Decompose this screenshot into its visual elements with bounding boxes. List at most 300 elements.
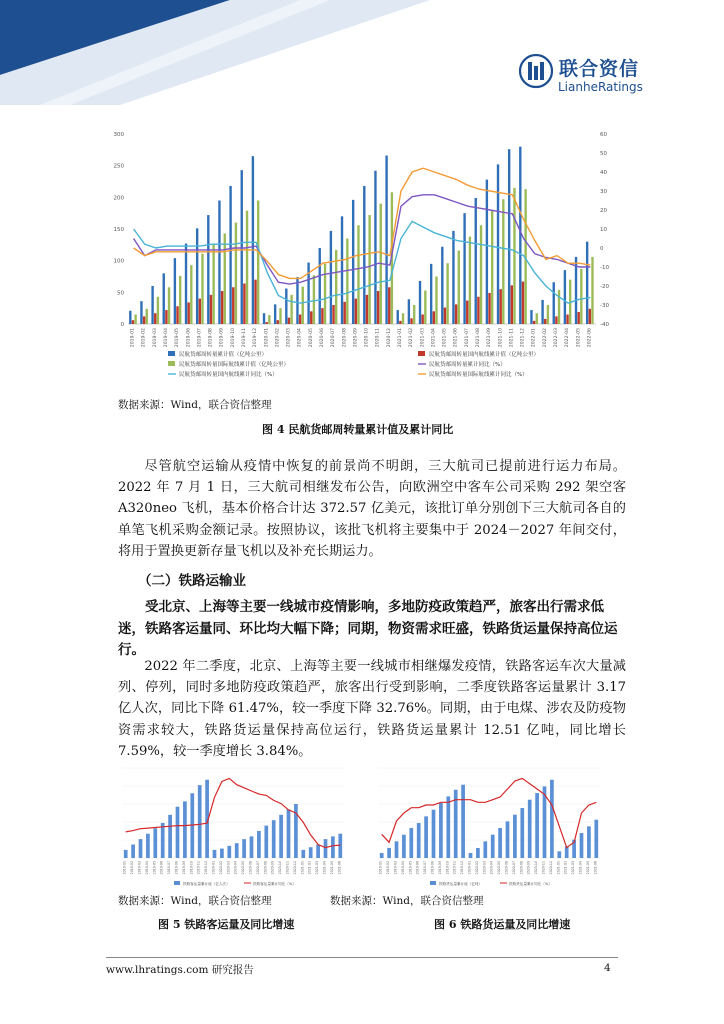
x-tick-label: 2019-07 bbox=[197, 328, 203, 348]
x-tick-label: 2021-08 bbox=[476, 328, 481, 348]
x-tick-label: 2019-10 bbox=[230, 328, 236, 348]
bar-0-2021-05 bbox=[441, 247, 443, 324]
x-tick-label: 2022-04 bbox=[565, 328, 571, 348]
x-tick-label: 2021-01 bbox=[398, 328, 403, 348]
y2-tick-label: -30 bbox=[600, 303, 609, 309]
bar-2019-03 bbox=[395, 841, 399, 858]
x-tick-label: 2021-03 bbox=[571, 861, 576, 875]
bar-1-2019-10 bbox=[232, 287, 234, 324]
figure4-caption: 图 4 民航货邮周转量累计值及累计同比 bbox=[262, 423, 454, 436]
section-title-railway: （二）铁路运输业 bbox=[138, 573, 246, 589]
growth-line bbox=[126, 778, 341, 847]
y2-tick-label: -20 bbox=[600, 284, 609, 290]
x-tick-label: 2020-07 bbox=[255, 861, 260, 875]
bar-2019-10 bbox=[446, 796, 450, 858]
bar-0-2019-01 bbox=[129, 311, 131, 324]
legend-label: 铁路客运量累计值（亿人次） bbox=[183, 882, 230, 886]
bar-2020-04 bbox=[235, 843, 239, 858]
bar-1-2019-11 bbox=[243, 283, 245, 324]
bar-2021-05 bbox=[587, 826, 591, 858]
x-tick-label: 2020-11 bbox=[541, 861, 546, 875]
bar-2-2019-02 bbox=[146, 309, 148, 324]
bar-2021-05 bbox=[331, 836, 335, 858]
bar-2-2022-06 bbox=[591, 257, 593, 324]
bar-2-2022-05 bbox=[580, 269, 582, 324]
x-tick-label: 2021-02 bbox=[563, 861, 568, 875]
legend-label: 民航货邮周转量国内航线累计值（亿吨公里） bbox=[429, 352, 540, 358]
y-tick-label: 100 bbox=[113, 258, 124, 265]
bar-2020-02 bbox=[476, 848, 480, 858]
y2-tick-label: 60 bbox=[600, 132, 607, 138]
bar-2-2019-07 bbox=[201, 254, 203, 324]
x-tick-label: 2019-05 bbox=[175, 328, 181, 348]
x-tick-label: 2019-10 bbox=[445, 861, 450, 875]
bar-0-2019-07 bbox=[196, 228, 198, 324]
bar-2020-03 bbox=[483, 841, 487, 858]
x-tick-label: 2020-09 bbox=[270, 861, 275, 875]
bar-0-2020-06 bbox=[319, 248, 321, 324]
x-tick-label: 2019-01 bbox=[378, 861, 383, 875]
bar-0-2020-03 bbox=[285, 289, 287, 324]
bar-2020-08 bbox=[520, 808, 524, 858]
bar-0-2020-07 bbox=[330, 231, 332, 324]
x-tick-label: 2022-01 bbox=[531, 328, 537, 348]
x-tick-label: 2019-12 bbox=[204, 861, 209, 875]
bar-1-2021-01 bbox=[399, 321, 401, 324]
x-tick-label: 2020-02 bbox=[275, 328, 281, 348]
bar-2020-09 bbox=[272, 820, 276, 858]
figure4-chart bbox=[108, 112, 620, 390]
bar-2020-01 bbox=[213, 850, 217, 858]
x-tick-label: 2020-08 bbox=[263, 861, 268, 875]
legend-label: 民航货邮周转量累计同比（%） bbox=[429, 362, 506, 368]
x-tick-label: 2021-03 bbox=[420, 328, 426, 348]
bar-0-2022-01 bbox=[530, 310, 532, 324]
bar-0-2022-05 bbox=[575, 257, 577, 324]
bar-2-2019-11 bbox=[246, 211, 248, 324]
bar-2-2021-08 bbox=[480, 225, 482, 324]
bar-0-2020-08 bbox=[341, 216, 343, 324]
footer-url: www.lhratings.com bbox=[106, 964, 209, 976]
bar-0-2019-06 bbox=[185, 244, 187, 324]
bar-2-2020-06 bbox=[324, 264, 326, 324]
bar-2-2020-02 bbox=[279, 308, 281, 324]
bar-2020-05 bbox=[242, 839, 246, 858]
bar-0-2021-12 bbox=[519, 147, 521, 324]
legend-swatch bbox=[430, 881, 436, 885]
x-tick-label: 2020-03 bbox=[286, 328, 292, 348]
x-tick-label: 2019-06 bbox=[186, 328, 192, 348]
bar-2020-10 bbox=[535, 793, 539, 858]
legend-label: 民航货邮周转量累计值（亿吨公里） bbox=[179, 352, 268, 358]
bar-0-2019-09 bbox=[218, 201, 220, 325]
x-tick-label: 2019-09 bbox=[219, 328, 225, 348]
x-tick-label: 2021-06 bbox=[593, 861, 598, 875]
bar-1-2020-12 bbox=[388, 287, 390, 324]
x-tick-label: 2019-02 bbox=[130, 861, 135, 875]
bar-1-2019-01 bbox=[132, 320, 134, 324]
x-tick-label: 2019-01 bbox=[130, 328, 136, 348]
bar-2019-04 bbox=[402, 835, 406, 858]
x-tick-label: 2019-05 bbox=[408, 861, 413, 875]
y2-tick-label: -40 bbox=[600, 322, 609, 328]
x-tick-label: 2020-04 bbox=[297, 328, 303, 348]
bar-1-2020-03 bbox=[288, 318, 290, 324]
x-tick-label: 2019-11 bbox=[196, 861, 201, 875]
bar-2021-02 bbox=[309, 847, 313, 858]
bar-1-2020-02 bbox=[277, 320, 279, 324]
x-tick-label: 2020-05 bbox=[497, 861, 502, 875]
bar-2019-09 bbox=[439, 803, 443, 858]
bar-2-2021-07 bbox=[469, 237, 471, 324]
x-tick-label: 2020-01 bbox=[467, 861, 472, 875]
y2-tick-label: 0 bbox=[600, 246, 604, 252]
x-tick-label: 2022-06 bbox=[587, 328, 593, 348]
x-tick-label: 2022-03 bbox=[554, 328, 559, 348]
bar-1-2021-07 bbox=[466, 301, 468, 324]
x-tick-label: 2019-11 bbox=[452, 861, 457, 875]
bar-1-2022-06 bbox=[589, 309, 591, 324]
bar-0-2022-02 bbox=[541, 300, 543, 324]
bar-2019-01 bbox=[124, 850, 128, 858]
bar-2019-01 bbox=[380, 853, 384, 858]
bar-1-2022-01 bbox=[533, 321, 535, 324]
bar-2-2019-03 bbox=[157, 297, 159, 324]
y2-tick-label: 20 bbox=[600, 208, 607, 214]
y2-tick-label: 30 bbox=[600, 189, 607, 195]
y-tick-label: 200 bbox=[113, 195, 124, 202]
x-tick-label: 2019-07 bbox=[167, 861, 172, 875]
x-tick-label: 2019-04 bbox=[144, 861, 149, 875]
bar-1-2021-09 bbox=[488, 293, 490, 324]
x-tick-label: 2020-01 bbox=[264, 328, 270, 348]
x-tick-label: 2021-05 bbox=[585, 861, 590, 875]
x-tick-label: 2020-06 bbox=[248, 861, 253, 875]
x-tick-label: 2020-10 bbox=[534, 861, 539, 875]
x-tick-label: 2019-11 bbox=[242, 328, 247, 348]
x-tick-label: 2020-09 bbox=[353, 328, 359, 348]
bar-0-2019-12 bbox=[252, 156, 254, 324]
bar-0-2021-08 bbox=[475, 198, 477, 324]
x-tick-label: 2020-10 bbox=[364, 328, 370, 348]
bar-2020-11 bbox=[287, 809, 291, 858]
x-tick-label: 2019-09 bbox=[181, 861, 186, 875]
bar-0-2020-01 bbox=[263, 313, 265, 324]
bar-2020-07 bbox=[257, 831, 261, 858]
bar-1-2020-01 bbox=[265, 322, 267, 324]
bar-1-2020-10 bbox=[366, 295, 368, 324]
y-tick-label: 0 bbox=[120, 322, 124, 328]
bar-1-2019-04 bbox=[165, 310, 167, 324]
x-tick-label: 2020-12 bbox=[548, 861, 553, 875]
bar-2020-02 bbox=[220, 849, 224, 858]
bar-1-2020-05 bbox=[310, 311, 312, 324]
bar-0-2022-04 bbox=[564, 270, 566, 324]
figure6-chart bbox=[368, 760, 618, 888]
paragraph-railway-summary: 受北京、上海等主要一线城市疫情影响，多地防疫政策趋严，旅客出行需求低迷，铁路客运量同、环比均大幅下降；同期，物资需求旺盛，铁路货运量保持高位运行。 bbox=[118, 599, 618, 658]
bar-2-2022-02 bbox=[547, 305, 549, 324]
x-tick-label: 2021-04 bbox=[431, 328, 437, 348]
bar-2019-07 bbox=[424, 816, 428, 858]
bar-2-2021-01 bbox=[402, 313, 404, 324]
bar-0-2021-03 bbox=[419, 281, 421, 324]
bar-0-2020-12 bbox=[385, 156, 387, 324]
x-tick-label: 2020-01 bbox=[211, 861, 216, 875]
bar-2-2019-12 bbox=[257, 201, 259, 325]
bar-2019-03 bbox=[139, 839, 143, 858]
bar-1-2020-08 bbox=[343, 302, 345, 324]
x-tick-label: 2020-09 bbox=[526, 861, 531, 875]
bar-2-2019-09 bbox=[224, 233, 226, 324]
bar-2-2020-01 bbox=[268, 315, 270, 324]
figure6-source: 数据来源：Wind，联合资信整理 bbox=[330, 895, 484, 907]
bar-2019-09 bbox=[183, 801, 187, 858]
bar-1-2020-07 bbox=[332, 305, 334, 324]
x-tick-label: 2020-02 bbox=[218, 861, 223, 875]
bar-2021-03 bbox=[316, 845, 320, 858]
x-tick-label: 2019-02 bbox=[386, 861, 391, 875]
x-tick-label: 2019-04 bbox=[164, 328, 169, 348]
x-tick-label: 2019-06 bbox=[415, 861, 420, 875]
paragraph-airline-capacity: 尽管航空运输从疫情中恢复的前景尚不明朗，三大航司已提前进行运力布局。2022 年 7 月 1 日，三大航司相继发布公告，向欧洲空中客车公司采购 292 架空客 A320neo 飞机，基本价格合计达 372.57 亿美元，该批订单分别创下三大航司各自的单笔飞机采购金额记录。按照协议，该批飞机将主要集中于 2024－2027 年间交付，将用于置换更新存量飞机以及补充长期运力。 bbox=[118, 459, 626, 559]
bar-0-2019-10 bbox=[229, 186, 231, 324]
bar-1-2020-09 bbox=[355, 299, 357, 324]
x-tick-label: 2020-08 bbox=[519, 861, 524, 875]
bar-2-2019-08 bbox=[212, 244, 214, 324]
lianhe-logo-icon bbox=[519, 53, 553, 89]
x-tick-label: 2021-05 bbox=[442, 328, 448, 348]
legend-label: 铁路货运量累计同比（%） bbox=[509, 882, 552, 886]
x-tick-label: 2020-06 bbox=[504, 861, 509, 875]
bar-0-2021-11 bbox=[508, 149, 510, 324]
x-tick-label: 2019-07 bbox=[423, 861, 428, 875]
bar-1-2022-03 bbox=[555, 316, 557, 324]
legend-swatch bbox=[168, 351, 175, 356]
bar-2020-06 bbox=[250, 836, 254, 858]
x-tick-label: 2020-06 bbox=[320, 328, 325, 348]
y-tick-label: 300 bbox=[113, 132, 124, 138]
bar-0-2022-03 bbox=[553, 282, 555, 324]
bar-1-2021-06 bbox=[455, 304, 457, 324]
bar-1-2020-04 bbox=[299, 315, 301, 325]
bar-2019-02 bbox=[131, 845, 135, 858]
x-tick-label: 2021-01 bbox=[300, 861, 305, 875]
y-tick-label: 250 bbox=[113, 163, 124, 170]
x-tick-label: 2019-10 bbox=[189, 861, 194, 875]
x-tick-label: 2020-12 bbox=[292, 861, 297, 875]
bar-1-2021-05 bbox=[444, 308, 446, 324]
legend-label: 民航货邮周转量国际航线累计同比（%） bbox=[429, 372, 528, 378]
bar-0-2021-01 bbox=[397, 310, 399, 324]
x-tick-label: 2019-03 bbox=[152, 328, 158, 348]
bar-2-2021-06 bbox=[458, 251, 460, 324]
x-tick-label: 2020-11 bbox=[375, 328, 381, 348]
x-tick-label: 2020-04 bbox=[489, 861, 494, 875]
x-tick-label: 2019-03 bbox=[393, 861, 398, 875]
bar-0-2019-04 bbox=[163, 273, 165, 324]
y2-tick-label: 10 bbox=[600, 227, 607, 233]
bar-2019-11 bbox=[198, 785, 202, 858]
bar-2019-07 bbox=[168, 815, 172, 858]
bar-0-2020-04 bbox=[296, 277, 298, 324]
bar-2019-06 bbox=[417, 823, 421, 858]
x-tick-label: 2020-07 bbox=[511, 861, 516, 875]
bar-2020-09 bbox=[528, 800, 532, 858]
bar-2019-12 bbox=[461, 785, 465, 858]
bar-2021-04 bbox=[324, 839, 328, 858]
bar-2019-08 bbox=[432, 810, 436, 858]
legend-swatch bbox=[174, 881, 180, 885]
x-tick-label: 2019-08 bbox=[208, 328, 214, 348]
bar-2019-05 bbox=[153, 828, 157, 858]
footer-site bbox=[106, 962, 254, 977]
bar-2020-05 bbox=[498, 828, 502, 858]
bar-1-2020-11 bbox=[377, 291, 379, 324]
x-tick-label: 2019-04 bbox=[400, 861, 405, 875]
bar-2-2021-04 bbox=[435, 277, 437, 325]
bar-2020-03 bbox=[227, 846, 231, 858]
legend-swatch bbox=[168, 361, 175, 366]
paragraph-railway-detail: 2022 年二季度，北京、上海等主要一线城市相继爆发疫情，铁路客运车次大量减列、停列，同时多地防疫政策趋严，旅客出行受到影响，二季度铁路客运量累计 3.17 亿人次，同比下降 61.47%，较一季度下降 32.76%。同期，由于电煤、涉农及防疫物资需求较大，铁路货运量保持高位运行，铁路货运量累计 12.51 亿吨，同比增长 7.59%，较一季度增长 3.84%。 bbox=[118, 659, 626, 759]
legend-swatch bbox=[418, 351, 425, 356]
x-tick-label: 2021-07 bbox=[464, 328, 470, 348]
logo-name-cn: 联合资信 bbox=[559, 58, 640, 80]
bar-2019-08 bbox=[176, 807, 180, 858]
bar-0-2019-11 bbox=[241, 170, 243, 324]
bar-2021-06 bbox=[338, 834, 342, 858]
x-tick-label: 2019-09 bbox=[437, 861, 442, 875]
x-tick-label: 2020-08 bbox=[342, 328, 348, 348]
bar-2-2019-01 bbox=[134, 315, 136, 325]
bar-2020-04 bbox=[491, 835, 495, 858]
growth-line bbox=[382, 778, 597, 847]
page-number: 4 bbox=[604, 962, 611, 974]
bar-1-2021-11 bbox=[511, 285, 513, 324]
bar-2020-01 bbox=[469, 853, 473, 858]
bar-2-2019-10 bbox=[235, 223, 237, 324]
legend-label: 铁路客运量累计同比（%） bbox=[253, 882, 296, 886]
bar-0-2021-02 bbox=[408, 299, 410, 324]
x-tick-label: 2019-05 bbox=[152, 861, 157, 875]
bar-1-2021-04 bbox=[433, 311, 435, 324]
x-tick-label: 2020-07 bbox=[331, 328, 337, 348]
footer-label: 研究报告 bbox=[211, 964, 254, 976]
bar-0-2020-02 bbox=[274, 304, 276, 324]
bar-0-2021-04 bbox=[430, 264, 432, 324]
bar-2-2020-04 bbox=[302, 287, 304, 324]
x-tick-label: 2020-05 bbox=[308, 328, 314, 348]
bar-0-2019-02 bbox=[140, 301, 142, 324]
x-tick-label: 2021-09 bbox=[487, 328, 493, 348]
bar-1-2021-10 bbox=[499, 289, 501, 324]
bar-0-2021-10 bbox=[497, 164, 499, 324]
bar-2-2020-05 bbox=[313, 275, 315, 324]
bar-2020-08 bbox=[264, 826, 268, 858]
bar-2019-06 bbox=[161, 823, 165, 858]
bar-0-2021-07 bbox=[463, 213, 465, 324]
bar-0-2020-11 bbox=[374, 171, 376, 324]
x-tick-label: 2021-04 bbox=[578, 861, 583, 875]
bar-2020-10 bbox=[279, 815, 283, 858]
bar-0-2019-05 bbox=[174, 258, 176, 324]
x-tick-label: 2019-08 bbox=[430, 861, 435, 875]
bar-1-2019-02 bbox=[143, 316, 145, 324]
bar-1-2020-06 bbox=[321, 308, 323, 324]
bar-1-2019-06 bbox=[187, 302, 189, 324]
bar-1-2021-12 bbox=[522, 282, 524, 324]
x-tick-label: 2019-06 bbox=[159, 861, 164, 875]
bar-0-2019-03 bbox=[151, 286, 153, 324]
bar-1-2021-08 bbox=[477, 297, 479, 324]
x-tick-label: 2020-05 bbox=[241, 861, 246, 875]
bar-1-2019-03 bbox=[154, 313, 156, 324]
bar-0-2021-06 bbox=[452, 231, 454, 324]
bar-2-2022-01 bbox=[536, 313, 538, 324]
x-tick-label: 2019-12 bbox=[253, 328, 259, 348]
bar-2-2019-04 bbox=[168, 287, 170, 324]
bar-1-2021-02 bbox=[410, 318, 412, 324]
figure5-source: 数据来源：Wind，联合资信整理 bbox=[118, 895, 272, 907]
bar-0-2022-06 bbox=[586, 242, 588, 324]
x-tick-label: 2019-02 bbox=[141, 328, 147, 348]
bar-2-2020-08 bbox=[346, 239, 348, 325]
y2-tick-label: -10 bbox=[600, 265, 609, 271]
y-tick-label: 150 bbox=[113, 227, 124, 233]
figure6-caption: 图 6 铁路货运量及同比增速 bbox=[434, 918, 571, 931]
legend-label: 民航货邮周转量国内航线累计同比（%） bbox=[179, 372, 278, 378]
bar-2-2020-10 bbox=[368, 215, 370, 324]
bar-2-2021-03 bbox=[424, 290, 426, 324]
x-tick-label: 2021-06 bbox=[453, 328, 459, 348]
bar-1-2022-05 bbox=[577, 312, 579, 324]
bar-2019-02 bbox=[387, 848, 391, 858]
x-tick-label: 2019-12 bbox=[460, 861, 465, 875]
x-tick-label: 2020-03 bbox=[482, 861, 487, 875]
x-tick-label: 2021-05 bbox=[329, 861, 334, 875]
footer-divider bbox=[106, 957, 618, 958]
figure5-chart bbox=[112, 760, 362, 888]
bar-1-2022-02 bbox=[544, 319, 546, 324]
x-tick-label: 2020-12 bbox=[386, 328, 392, 348]
x-tick-label: 2021-12 bbox=[520, 328, 526, 348]
x-tick-label: 2021-06 bbox=[337, 861, 342, 875]
bar-2-2021-05 bbox=[446, 263, 448, 324]
bar-2021-06 bbox=[594, 820, 598, 858]
bar-1-2019-05 bbox=[176, 306, 178, 324]
x-tick-label: 2019-01 bbox=[122, 861, 127, 875]
bar-2-2020-03 bbox=[290, 295, 292, 324]
x-tick-label: 2019-08 bbox=[174, 861, 179, 875]
x-tick-label: 2021-04 bbox=[322, 861, 327, 875]
bar-2019-04 bbox=[146, 834, 150, 858]
bar-1-2019-07 bbox=[199, 299, 201, 324]
figure5-caption: 图 5 铁路客运量及同比增速 bbox=[158, 918, 295, 931]
bar-2020-07 bbox=[513, 815, 517, 858]
x-tick-label: 2021-11 bbox=[509, 328, 515, 348]
bar-2-2022-03 bbox=[558, 290, 560, 324]
bar-1-2022-04 bbox=[566, 315, 568, 325]
figure4-source: 数据来源：Wind，联合资信整理 bbox=[118, 399, 272, 411]
bar-2-2021-10 bbox=[502, 199, 504, 324]
x-tick-label: 2022-02 bbox=[542, 328, 548, 348]
x-tick-label: 2021-02 bbox=[307, 861, 312, 875]
bar-0-2021-09 bbox=[486, 180, 488, 324]
bar-1-2019-08 bbox=[210, 295, 212, 324]
bar-2021-01 bbox=[557, 851, 561, 858]
x-tick-label: 2020-04 bbox=[233, 861, 238, 875]
bar-2-2021-02 bbox=[413, 305, 415, 324]
bar-0-2020-09 bbox=[352, 200, 354, 324]
